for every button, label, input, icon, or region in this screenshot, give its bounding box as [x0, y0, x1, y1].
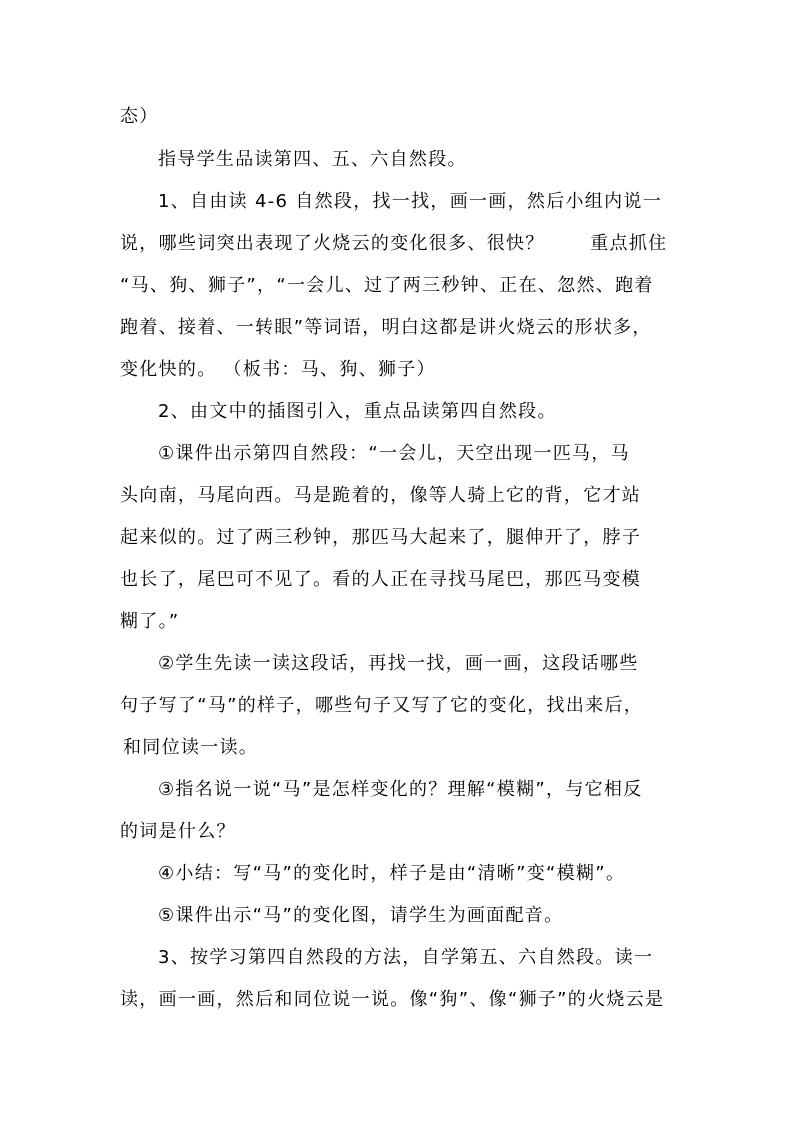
paragraph-line: ⑤课件出示“马”的变化图，请学生为画面配音。: [158, 905, 564, 926]
paragraph-line: 1、自由读 4-6 自然段，找一找，画一画，然后小组内说一: [158, 191, 662, 212]
paragraph-line: 和同位读一读。: [123, 737, 259, 758]
paragraph-line: 也长了，尾巴可不见了。看的人正在寻找马尾巴，那匹马变模: [120, 569, 642, 590]
paragraph-line: 指导学生品读第四、五、六自然段。: [158, 149, 467, 170]
paragraph-line: 说，哪些词突出表现了火烧云的变化很多、很快？ 重点抓住: [120, 233, 668, 254]
paragraph-line: ④小结：写“马”的变化时，样子是由“清晰”变“模糊”。: [158, 863, 626, 884]
paragraph-line: ③指名说一说“马”是怎样变化的？理解“模糊”，与它相反: [158, 779, 643, 800]
paragraph-line: 起来似的。过了两三秒钟，那匹马大起来了，腿伸开了，脖子: [120, 527, 642, 548]
paragraph-line: 头向南，马尾向西。马是跪着的，像等人骑上它的背，它才站: [120, 485, 642, 506]
paragraph-line: 句子写了“马”的样子，哪些句子又写了它的变化，找出来后，: [120, 695, 644, 716]
paragraph-line: ②学生先读一读这段话，再找一找，画一画，这段话哪些: [158, 653, 639, 674]
paragraph-line: 跑着、接着、一转眼”等词语，明白这都是讲火烧云的形状多，: [120, 317, 652, 338]
paragraph-line: 读，画一画，然后和同位说一说。像“狗”、像“狮子”的火烧云是: [120, 989, 665, 1010]
paragraph-line: 糊了。”: [120, 611, 180, 632]
paragraph-line: ①课件出示第四自然段：“一会儿，天空出现一匹马，马: [158, 443, 630, 464]
paragraph-line: 变化快的。 （板书：马、狗、狮子）: [120, 359, 436, 380]
paragraph-line: 的词是什么？: [120, 821, 236, 842]
paragraph-line: 态）: [120, 106, 159, 127]
paragraph-line: 2、由文中的插图引入，重点品读第四自然段。: [158, 401, 557, 422]
paragraph-line: “马、狗、狮子”，“一会儿、过了两三秒钟、正在、忽然、跑着: [120, 275, 654, 296]
paragraph-line: 3、按学习第四自然段的方法，自学第五、六自然段。读一: [158, 947, 654, 968]
